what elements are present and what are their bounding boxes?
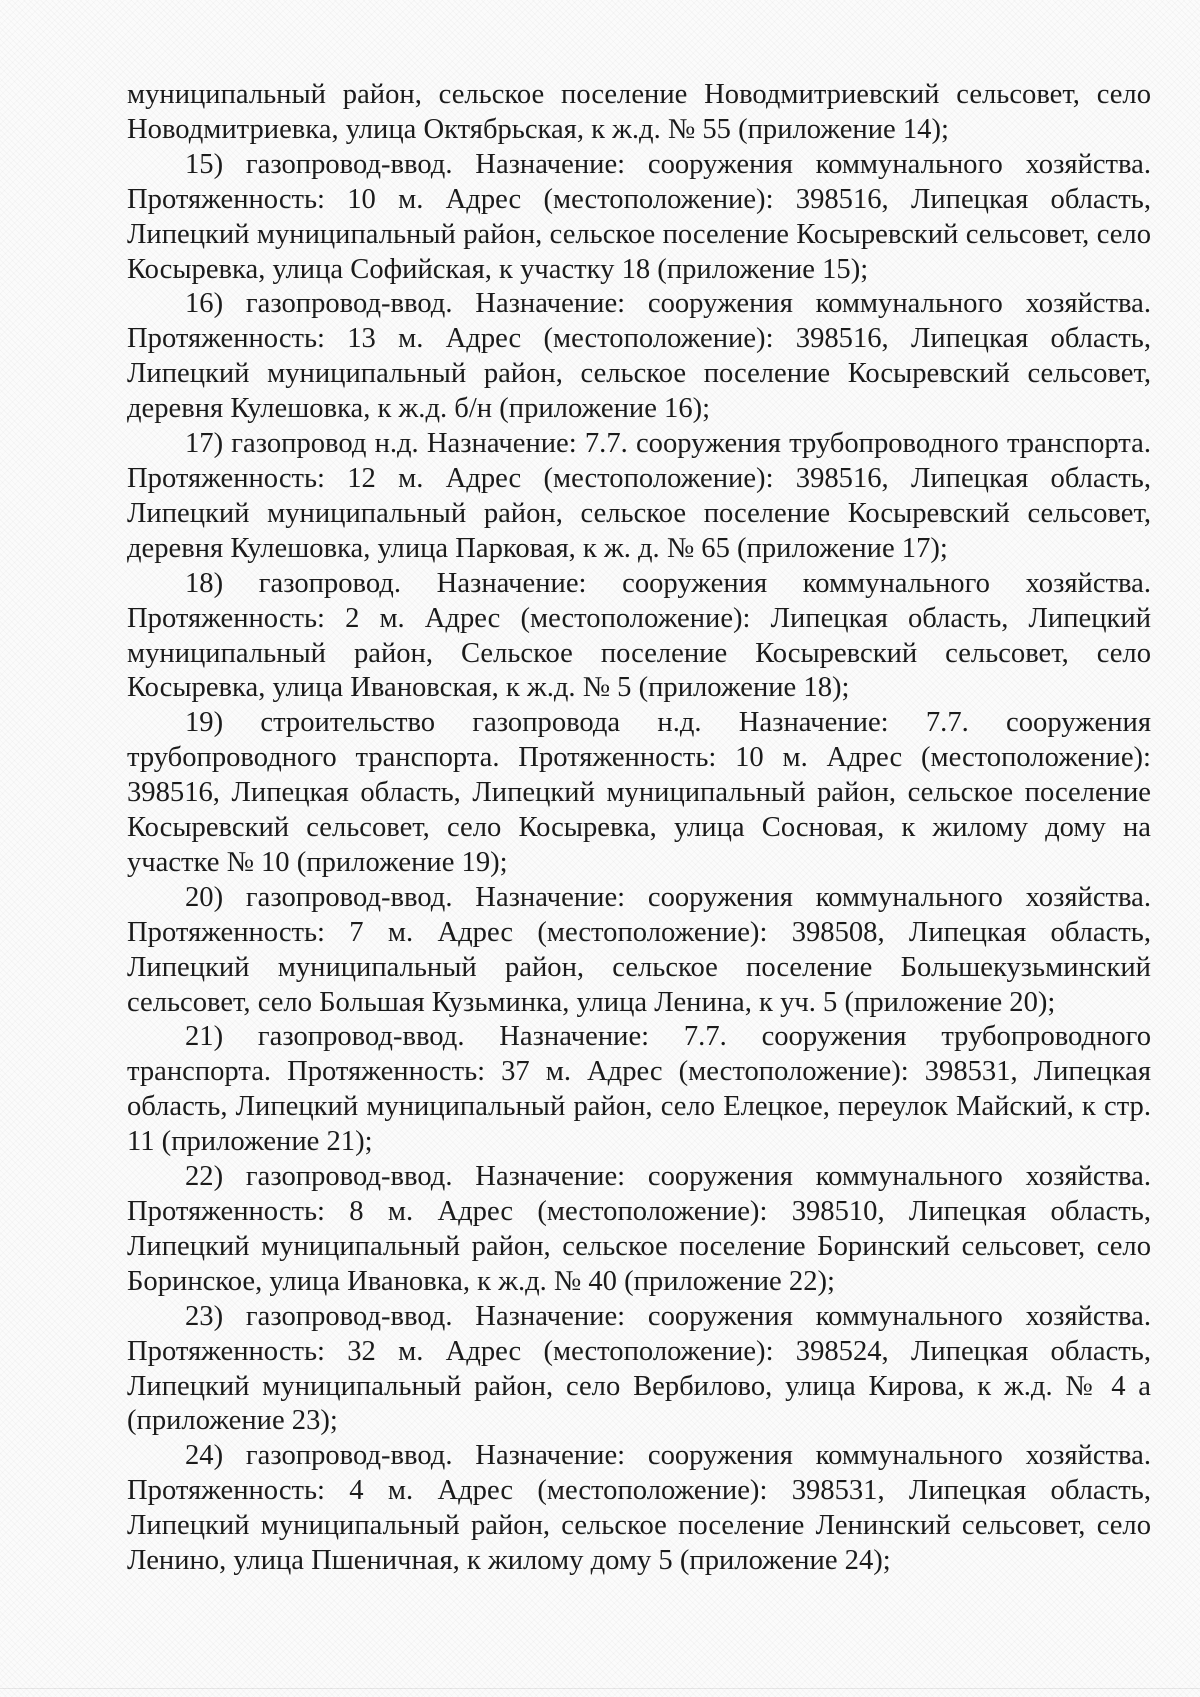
paragraph-item-24: 24) газопровод-ввод. Назначение: сооружения коммунального хозяйства. Протяженность: 4 м. Адрес (местоположение): 398531, Липецкая область, Липецкий муниципальный район, сельское поселение Ленинский сельсовет, село Ленино, улица Пшеничная, к жилому дому 5 (приложение 24); [127,1440,1151,1577]
scan-edge-line [0,1688,1200,1689]
paragraph-item-23: 23) газопровод-ввод. Назначение: сооружения коммунального хозяйства. Протяженность: 32 м. Адрес (местоположение): 398524, Липецкая область, Липецкий муниципальный район, село Вербилово, улица Кирова, к ж.д. № 4 а (приложение 23); [127,1300,1151,1437]
document-body [127,78,1151,1579]
paragraph-item-20: 20) газопровод-ввод. Назначение: сооружения коммунального хозяйства. Протяженность: 7 м. Адрес (местоположение): 398508, Липецкая область, Липецкий муниципальный район, сельское поселение Большекузьминский сельсовет, село Большая Кузьминка, улица Ленина, к уч. 5 (приложение 20); [127,881,1151,1018]
paragraph-item-22: 22) газопровод-ввод. Назначение: сооружения коммунального хозяйства. Протяженность: 8 м. Адрес (местоположение): 398510, Липецкая область, Липецкий муниципальный район, сельское поселение Боринский сельсовет, село Боринское, улица Ивановка, к ж.д. № 40 (приложение 22); [127,1161,1151,1297]
paragraph-continuation: муниципальный район, сельское поселение Новодмитриевский сельсовет, село Новодмитриевка, улица Октябрьская, к ж.д. № 55 (приложение 14); [127,79,1151,145]
paragraph-item-18: 18) газопровод. Назначение: сооружения коммунального хозяйства. Протяженность: 2 м. Адрес (местоположение): Липецкая область, Липецкий муниципальный район, Сельское поселение Косыревский сельсовет, село Косыревка, улица Ивановская, к ж.д. № 5 (приложение 18); [127,567,1151,704]
paragraph-item-17: 17) газопровод н.д. Назначение: 7.7. сооружения трубопроводного транспорта. Протяженность: 12 м. Адрес (местоположение): 398516, Липецкая область, Липецкий муниципальный район, сельское поселение Косыревский сельсовет, деревня Кулешовка, улица Парковая, к ж. д. № 65 (приложение 17); [127,428,1151,564]
paragraph-item-19: 19) строительство газопровода н.д. Назначение: 7.7. сооружения трубопроводного транспорта. Протяженность: 10 м. Адрес (местоположение): 398516, Липецкая область, Липецкий муниципальный район, сельское поселение Косыревский сельсовет, село Косыревка, улица Сосновая, к жилому дому на участке № 10 (приложение 19); [127,707,1151,878]
paragraph-item-16: 16) газопровод-ввод. Назначение: сооружения коммунального хозяйства. Протяженность: 13 м. Адрес (местоположение): 398516, Липецкая область, Липецкий муниципальный район, сельское поселение Косыревский сельсовет, деревня Кулешовка, к ж.д. б/н (приложение 16); [127,288,1151,425]
paragraph-item-15: 15) газопровод-ввод. Назначение: сооружения коммунального хозяйства. Протяженность: 10 м. Адрес (местоположение): 398516, Липецкая область, Липецкий муниципальный район, сельское поселение Косыревский сельсовет, село Косыревка, улица Софийская, к участку 18 (приложение 15); [127,148,1151,285]
paragraph-item-21: 21) газопровод-ввод. Назначение: 7.7. сооружения трубопроводного транспорта. Протяженность: 37 м. Адрес (местоположение): 398531, Липецкая область, Липецкий муниципальный район, село Елецкое, переулок Майский, к стр. 11 (приложение 21); [127,1021,1151,1158]
